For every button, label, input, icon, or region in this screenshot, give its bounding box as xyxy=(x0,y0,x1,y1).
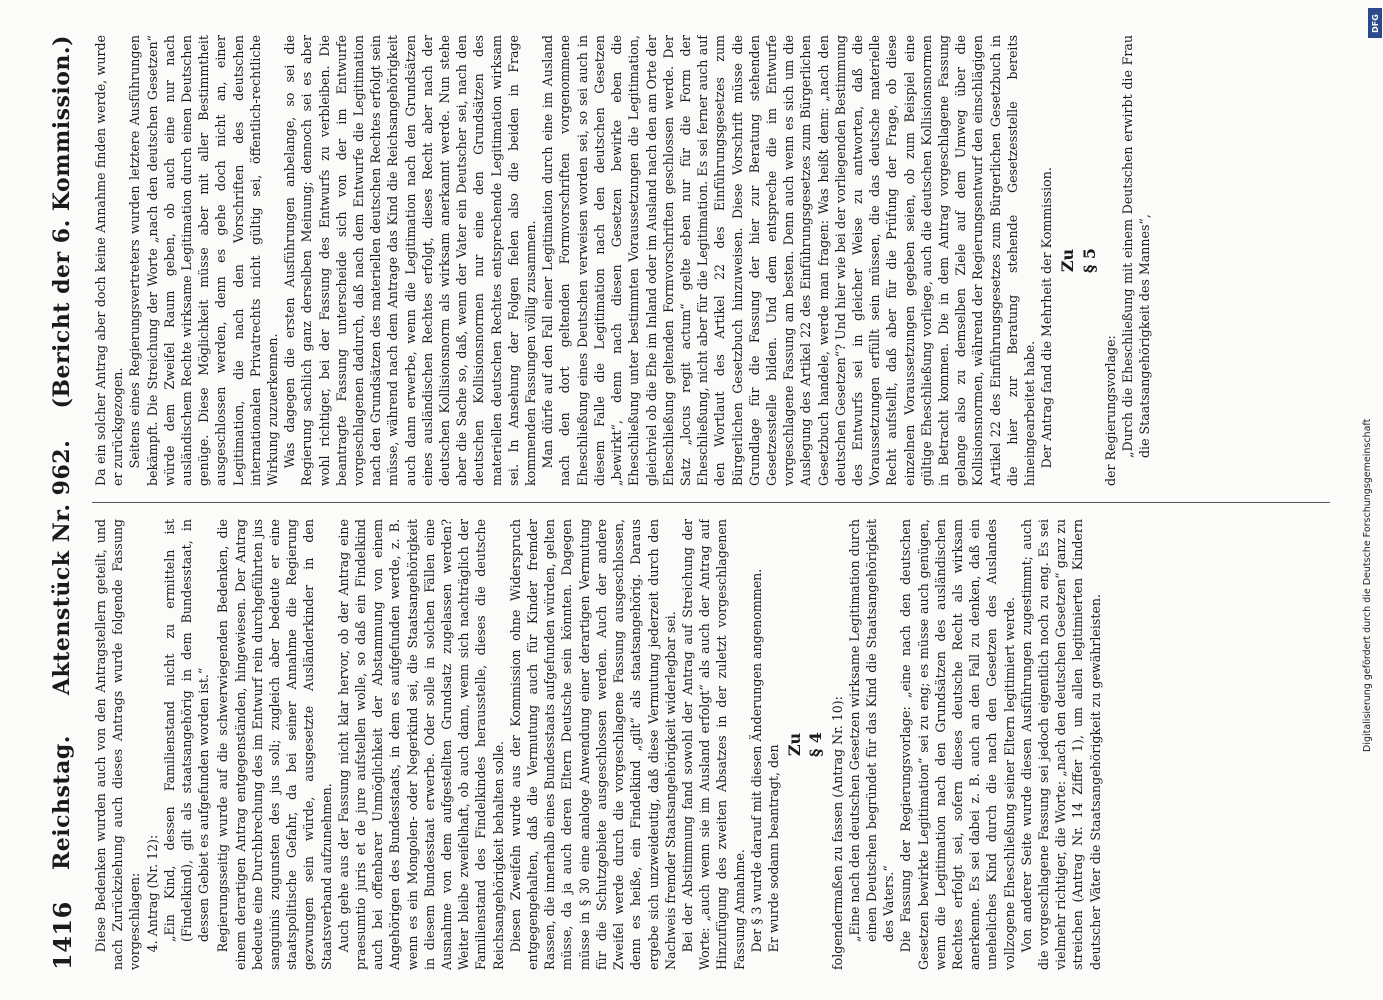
paragraph: Von anderer Seite wurde diesen Ausführungen zugestimmt; auch die vorgeschlagene Fassung sei jedoch eigentlich noch zu eng. Es sei vielmehr richtiger, die Worte: „nach den deutschen Gesetzen“ ganz zu streichen (Antrag Nr. 14 Ziffer 1), um allen legitimierten Kindern deutscher Väter die Staatsangehörigkeit zu gewährleisten. xyxy=(1018,519,1103,970)
quote: „Eine nach den deutschen Gesetzen wirksame Legitimation durch einen Deutschen begründet für das Kind die Staatsangehörigkeit des Vaters.“ xyxy=(846,519,897,942)
header-center-title: Aktenstück Nr. 962. xyxy=(49,439,75,696)
section-heading-zu: Zu xyxy=(785,732,805,757)
paragraph: Was dagegen die ersten Ausführungen anbelange, so sei die Regierung sachlich ganz derselben Meinung; dennoch sei es aber wohl richtiger, bei der Fassung des Entwurfs zu verbleiben. Die beantragte Fassung unterscheide sich von der im Entwurfe vorgeschlagenen dadurch, daß nach dem Entwurfe die Legitimation nach den Grundsätzen des materiellen deutschen Rechtes erfolgt sein müsse, während nach dem Antrage das Kind die Reichsangehörigkeit auch dann erwerbe, wenn die Legitimation nach den Grundsätzen eines ausländischen Rechtes erfolgt, dieses Recht aber nach der deutschen Kollisionsnorm als wirksam anerkannt werde. Nun stehe aber die Sache so, daß, wenn der Vater ein Deutscher sei, nach den deutschen Kollisionsnormen nur eine den Grundsätzen des materiellen deutschen Rechtes entsprechende Legitimation wirksam sei. In Ansehung der Folgen fielen also die beiden in Frage kommenden Fassungen völlig zusammen. xyxy=(282,35,539,486)
paragraph: Der Antrag fand die Mehrheit der Kommission. xyxy=(1039,167,1055,469)
page-header xyxy=(40,35,84,970)
dfg-logo: DFG xyxy=(1368,8,1382,38)
paragraph: Die Fassung der Regierungsvorlage: „eine nach den deutschen Gesetzen bewirkte Legitimation“ sei zu eng; es müsse auch genügen, wenn die Legitimation nach den Grundsätzen des ausländischen Rechtes erfolgt sei, sofern dieses deutsche Recht als wirksam anerkenne. Es sei dabei z. B. auch an den Fall zu denken, daß ein uneheliches Kind durch die nach den Gesetzen des Auslandes vollzogene Eheschließung seiner Eltern legitimiert werde. xyxy=(898,519,1017,970)
rotated-document-page xyxy=(40,35,1330,970)
paragraph: Diese Bedenken wurden auch von den Antragstellern geteilt, und nach Zurückziehung auch dieses Antrags wurde folgende Fassung vorgeschlagen: xyxy=(93,519,143,970)
header-right-title: (Bericht der 6. Kommission.) xyxy=(49,35,75,409)
header-left-title: Reichstag. xyxy=(49,735,75,870)
section-heading-zu: Zu xyxy=(1058,248,1078,273)
page-number: 1416 xyxy=(47,901,77,970)
paragraph: der Regierungsvorlage: xyxy=(1102,335,1118,486)
paragraph: Da ein solcher Antrag aber doch keine Annahme finden werde, wurde er zurückgezogen. xyxy=(93,35,126,486)
paragraph: Der § 3 wurde darauf mit diesen Änderungen angenommen. xyxy=(748,568,764,953)
digitization-credit: Digitalisierung gefördert durch die Deutsche Forschungsgemeinschaft xyxy=(1362,418,1373,752)
quote: „Ein Kind, dessen Familienstand nicht zu ermitteln ist (Findelkind), gilt als staatsangehörig in dem Bundesstaat, in dessen Gebiet es aufgefunden worden ist.“ xyxy=(161,519,212,942)
section-heading-par4: § 4 xyxy=(806,731,826,758)
section-heading-par5: § 5 xyxy=(1079,247,1099,274)
paragraph: Regierungsseitig wurde auf die schwerwiegenden Bedenken, die einem derartigen Antrag entgegenständen, hingewiesen. Der Antrag bedeute eine Durchbrechung des im Entwurf rein durchgeführten jus sanguinis zugunsten des jus soli; zugleich aber bedeute er eine staatspolitische Gefahr, da bei seiner Annahme die Regierung gezwungen sein würde, ausgesetzte Ausländerkinder in den Staatsverband aufzunehmen. xyxy=(215,519,334,970)
column-right xyxy=(92,35,1330,486)
text-columns xyxy=(92,35,1330,970)
paragraph: 4. Antrag (Nr. 12): xyxy=(144,834,160,953)
paragraph: Bei der Abstimmung fand sowohl der Antrag auf Streichung der Worte: „auch wenn sie im Ausland erfolgt“ als auch der Antrag auf Hinzufügung des zweiten Absatzes in der zuletzt vorgeschlagenen Fassung Annahme. xyxy=(679,519,747,970)
column-divider xyxy=(92,502,1330,503)
paragraph: Diesen Zweifeln wurde aus der Kommission ohne Widerspruch entgegengehalten, daß die Vermutung auch für Kinder fremder Rassen, die innerhalb eines Bundesstaats aufgefunden würden, gelten müsse, da ja auch deren Eltern Deutsche sein könnten. Dagegen müsse in § 30 eine analoge Anwendung einer derartigen Vermutung für die Schutzgebiete ausgeschlossen werden. Auch der andere Zweifel werde durch die vorgeschlagene Fassung ausgeschlossen, denn es heiße, ein Findelkind „gilt“ als staatsangehörig. Daraus ergebe sich unzweideutig, daß diese Vermutung jederzeit durch den Nachweis fremder Staatsangehörigkeit widerlegbar sei. xyxy=(507,519,678,970)
paragraph: Seitens eines Regierungsvertreters wurden letztere Ausführungen bekämpft. Die Streichung der Worte „nach den deutschen Gesetzen“ würde dem Zweifel Raum geben, ob auch eine nur nach ausländischem Rechte wirksame Legitimation durch einen Deutschen genüge. Diese Möglichkeit müsse aber mit aller Bestimmtheit ausgeschlossen werden, denn es gehe doch nicht an, einer Legitimation, die nach den Vorschriften des deutschen internationalen Privatrechts nicht gültig sei, öffentlich-rechtliche Wirkung zuzuerkennen. xyxy=(127,35,281,486)
column-left xyxy=(92,519,1330,970)
quote: „Durch die Eheschließung mit einem Deutschen erwirbt die Frau die Staatsangehörigkeit des Mannes“, xyxy=(1119,35,1153,458)
paragraph: folgendermaßen zu fassen (Antrag Nr. 10): xyxy=(829,696,845,970)
header-center xyxy=(49,440,75,870)
paragraph: Man dürfe auf den Fall einer Legitimation durch eine im Ausland nach den dort geltenden Formvorschriften vorgenommene Eheschließung eines Deutschen verweisen worden sei, so sei auch in diesem Falle die Legitimation nach den deutschen Gesetzen „bewirkt“, denn nach diesen Gesetzen bewirke eben die Eheschließung unter bestimmten Voraussetzungen die Legitimation, gleichviel ob die Ehe im Inland oder im Ausland nach den am Orte der Eheschließung geltenden Formvorschriften geschlossen werde. Der Satz „locus regit actum“ gelte eben nur für die Form der Eheschließung, nicht aber für die Legitimation. Es sei ferner auch auf den Wortlaut des Artikel 22 des Einführungsgesetzes zum Bürgerlichen Gesetzbuch hinzuweisen. Diese Vorschrift müsse die Grundlage für die Fassung der hier zur Beratung stehenden Gesetzesstelle bilden. Und dem entspreche die im Entwurfe vorgeschlagene Fassung am besten. Denn auch wenn es sich um die Auslegung des Artikel 22 des Einführungsgesetzes zum Bürgerlichen Gesetzbuch handele, werde man fragen: Was heißt denn: „nach den deutschen Gesetzen“? Und hier wie bei der vorliegenden Bestimmung des Entwurfs sei in gleicher Weise zu antworten, daß die Voraussetzungen erfüllt sein müssen, die das deutsche materielle Recht aufstellt, daß aber für die Prüfung der Frage, ob diese einzelnen Voraussetzungen gegeben seien, ob zum Beispiel eine gültige Eheschließung vorliege, auch die deutschen Kollisionsnormen in Betracht kommen. Die in dem Antrag vorgeschlagene Fassung gelange also zu demselben Ziele auf dem Umweg über die Kollisionsnormen, während der Regierungsentwurf den einschlägigen Artikel 22 des Einführungsgesetzes zum Bürgerlichen Gesetzbuch in die hier zur Beratung stehende Gesetzesstelle bereits hineingearbeitet habe. xyxy=(540,35,1037,486)
paragraph: Er wurde sodann beantragt, den xyxy=(765,744,781,953)
paragraph: Auch gehe aus der Fassung nicht klar hervor, ob der Antrag eine praesumtio juris et de jure aufstellen wolle, so daß ein Findelkind auch bei offenbarer Unmöglichkeit der Abstammung von einem Angehörigen des Bundesstaats, in dem es aufgefunden werde, z. B. wenn es ein Mongolen- oder Negerkind sei, die Staatsangehörigkeit in diesem Bundesstaat erwerbe. Oder solle in solchen Fällen eine Ausnahme von dem aufgestellten Grundsatz zugelassen werden? Weiter bleibe zweifelhaft, ob auch dann, wenn sich nachträglich der Familienstand des Findelkindes herausstelle, dieses die deutsche Reichsangehörigkeit behalten solle. xyxy=(335,519,506,970)
